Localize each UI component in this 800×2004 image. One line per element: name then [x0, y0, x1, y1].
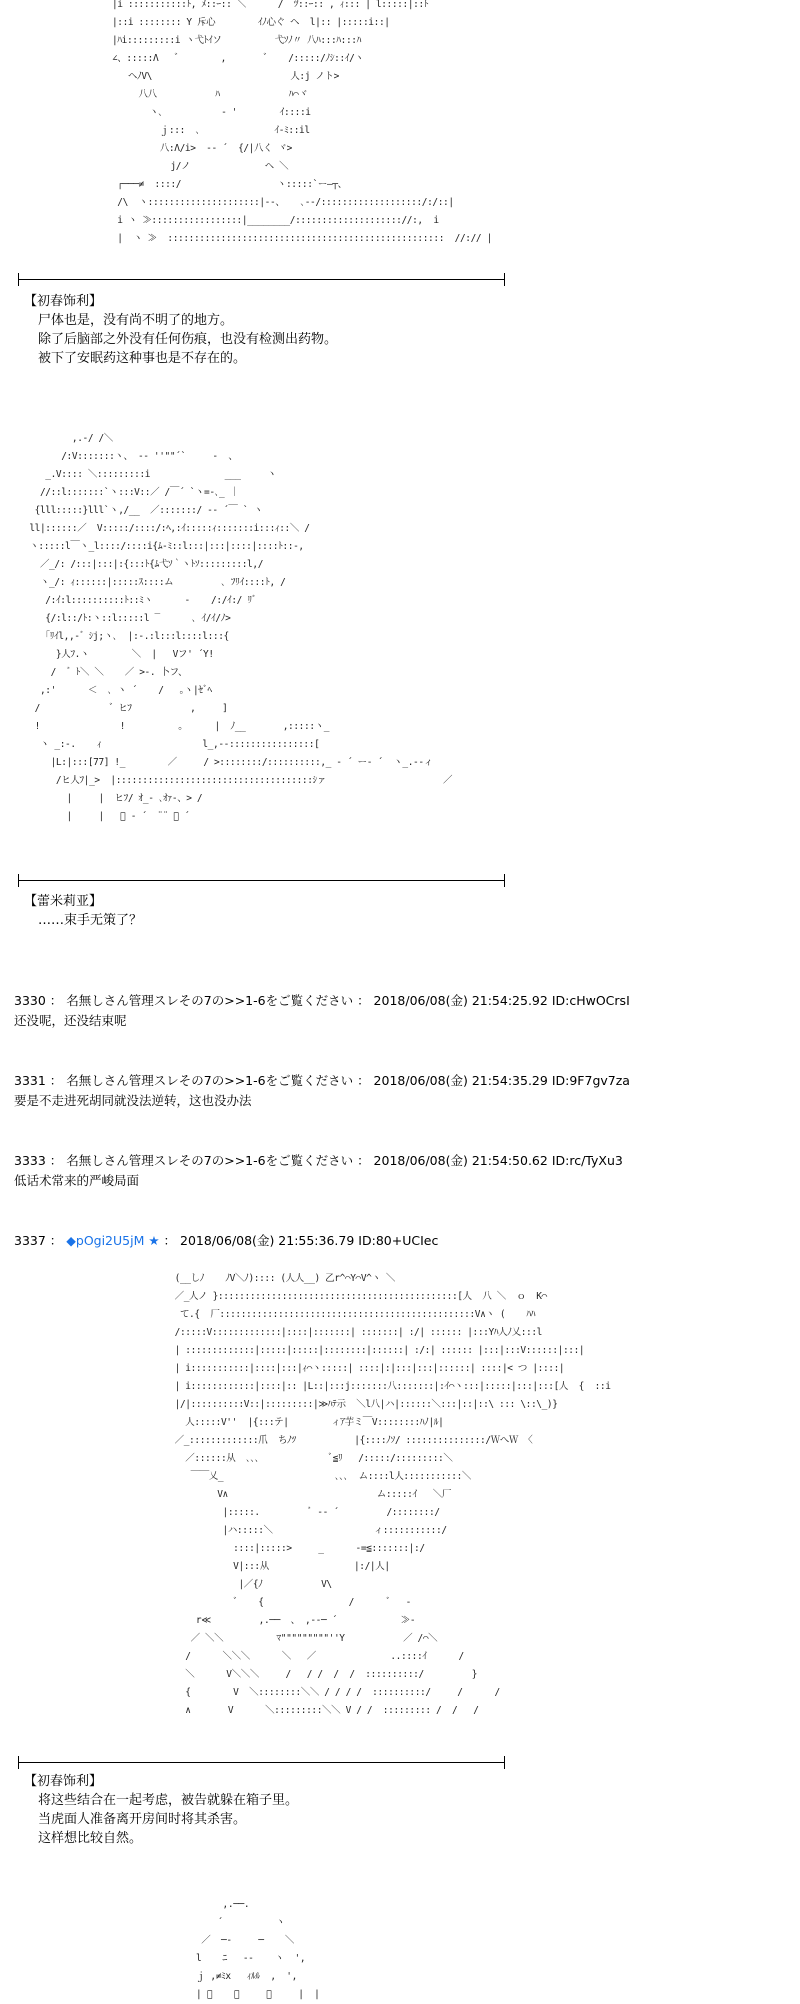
post-header: 3337 ： ◆pOgi2U5jM ★ ： 2018/06/08(金) 21:55:36.79 ID:80+UCIec: [14, 1233, 439, 1248]
dialogue-line: 将这些结合在一起考虑，被告就躲在箱子里。: [38, 1793, 299, 1808]
ascii-art-figure-3: (__しﾉ ﾉV＼ﾉ):::: (人人__) 乙r^⌒Y⌒V^ヽ ＼ ／_人ノ }:::::::::::::::::::::::::::::::::::::::::::::[人 八 ＼ ｏ K⌒ て.{ 厂::::::::::::::::::::::::::::::::::::::::::::::::V∧ヽ ( ﾊﾊ /:::::V:::::::::::::|::::|:::::::| :::::::| :/| :::::: |:::Yﾊ人ﾉ乂:::l | :::::::::::::|:::::|:::::|::::::::|::::::| :/:| :::::: |:::|:::V::::::|:::| | i:::::::::::|::::|:::|ｨ⌒ヽ:::::| ::::|:|:::|:::|::::::| ::::|< つ |::::| | i::::::::::::|::::|:: |L::|:::j:::::::八:::::::|:ｲ⌒ヽ:::|:::::|:::|:::[人 { ::i |/|::::::::::V::|:::::::::|≫ﾊﾃ示 ＼l八|ハ|::::::＼:::|::|::\ ::: \::\_)} 人:::::V'' |{:::テ| ィｱ芋ミ￣V::::::::ﾊﾉ|ﾙ| ／_:::::::::::::爪 ちﾉﾂ |{::::ﾉｿ/ :::::::::::::::/ＷへＷ 〈 ／::::::从 ､､､ ﾞ≦ﾘ /:::::/:::::::::＼ ￣￣乂_ ､､､ ム::::l人:::::::::::＼ V∧ ム:::::ｲ ＼厂 |:::::. ﾞ ‐‐ ´ /::::::::/ |ハ:::::＼ ィ:::::::::::/ ::::|:::::> _ -=≦:::::::|:/ V|:::从 |:/|人| |／{ﾉ V\ ゛ { / ゛ ‐ r≪ ,.── 、 ,‐‐─ ´ ≫‐ ／ ＼＼ ﾏ"""""""""''Y ／ /⌒＼ / ＼＼＼ ＼ ／ ..::::ｲ / ＼ V＼＼＼ / / / / / ::::::::::/ } { V ＼::::::::＼＼ / / / / ::::::::::/ / / ∧ V ＼:::::::::＼＼ V / / ::::::::: / / /: [174, 1273, 611, 1716]
divider: [18, 880, 505, 881]
speaker-name: 【蕾米莉亚】: [24, 894, 103, 909]
ascii-art-figure-2: ,.-/ /＼ /:V:::::::ヽ、 -‐ ''""´` ‐ 、 _.V:::: ＼:::::::::i ___ ヽ //::l:::::::`ヽ:::V::／ /￣´ `ヽ=-､_ ｜ {lll:::::}lll`ヽ,/__ ／:::::::/ ‐‐ ´￣ ` ヽ ll|::::::／ V:::::/::::/:ﾍ,:ｲ:::::ｨ:::::::i:::ｨ::＼ / ヽ:::::l￣ヽ_l::::/::::i{ﾑ-ﾐ::l:::|:::|::::|::::ﾄ::-, ／_/: /:::|:::|:{:::ﾄ{ﾑ弋ｿ｀ヽﾄｿ:::::::::l,/ ヽ_/: ｨ::::::|:::::ｽ::::ム ､ ﾌﾘｲ::::ﾄ, / /:ｲ:l::::::::::ﾄ::ﾐヽ ‐ /:/ｲ:/ ﾘ゛ {/:l::/ﾄ:ヽ::l:::::l ‾ ､ ｲ/ｲ/ﾉ> ｢ﾘｲl,,‐゛ｼj;ヽ､ |:‐.:l:::l::::l:::{ }人ﾌ.ヽ ＼ | Vフ' ´Y! / ゛ﾄ＼ ＼ ／ >‐. 卜フ、 ,:' ＜ ､ ヽ ´ / ｡ヽ|ｾﾞﾍ / ゛ヒﾌ , ] ! ! ｡ | ﾉ__ ,:::::ヽ_ ヽ _:-. ｨ l_,‐-::::::::::::::::[ |L:|:::[77] !_ ／ / >::::::::/::::::::::,_ ‐ ´ ー‐ ´ ヽ_.-‐ィ /ヒ人ﾌ|_> |:::::::::::::::::::::::::::::::::::::ｼァ ／ | | ヒﾌ/ ｵ_‐ ､ｵｧ-、> / | | ﾞ ‐ ´ ¨¨ ゛ ´: [29, 433, 453, 822]
post-author: 名無しさん管理スレその7の>>1-6をご覧ください: [66, 1073, 354, 1088]
post-header: 3333 ： 名無しさん管理スレその7の>>1-6をご覧ください ： 2018/06/08(金) 21:54:50.62 ID:rc/TyXu3: [14, 1153, 623, 1168]
post-body: 低话术常来的严峻局面: [14, 1173, 140, 1188]
post-3331: [14, 1071, 630, 1111]
post-3330: [14, 991, 630, 1031]
post-number[interactable]: 3330: [14, 993, 46, 1008]
post-header: 3331 ： 名無しさん管理スレその7の>>1-6をご覧ください ： 2018/06/08(金) 21:54:35.29 ID:9F7gv7za: [14, 1073, 630, 1088]
dialogue-line: 这样想比较自然。: [38, 1831, 143, 1846]
post-id[interactable]: ID:80+UCIec: [358, 1233, 439, 1248]
post-date: 2018/06/08(金) 21:54:50.62: [373, 1153, 548, 1168]
ascii-art-figure-1: |i :::::::::::ﾄ, ﾒ::ｰ:: ＼ / ﾂ::ｰ:: , ｨ::: | l:::::|::ﾄ |::i :::::::: Y 斥心 ｲﾉ心ぐ ヘ l|:: |:::::i::| |ﾊi:::::::::i ヽ弋ﾄｲソ 弋ｿﾉ〃 八ﾊ:::ﾊ:::ﾊ ∠、:::::Λ ゛ , ゛ /:::::/ﾉｼ::ｲ/ヽ ヘﾉV\ 人:j ノト> 八八 ﾊ ﾊ⌒ヾ ヽ､ ‐ ' ｲ::::i ｊ::: ､ ｲ-ﾐ::il 八:Λ/i> -‐ ´ {/|八く ヾ> j/ノ ヘ ＼ ┌───≠ ::::/ ヽ:::::`ー―┬、 /\ ヽ:::::::::::::::::::::|‐‐、 ､‐‐/:::::::::::::::::::/:/::| i ヽ ≫:::::::::::::::::|________/:::::::::::::::::::://:, i | ヽ ≫ :::::::::::::::::::::::::::::::::::::::::::::::::::: //:// |: [111, 0, 492, 244]
post-number[interactable]: 3333: [14, 1153, 46, 1168]
divider: [18, 1762, 505, 1763]
post-id[interactable]: ID:rc/TyXu3: [551, 1153, 623, 1168]
dialogue-block-1: [24, 292, 337, 368]
post-3333: [14, 1151, 623, 1191]
post-date: 2018/06/08(金) 21:55:36.79: [180, 1233, 355, 1248]
post-header: 3330 ： 名無しさん管理スレその7の>>1-6をご覧ください ： 2018/06/08(金) 21:54:25.92 ID:cHwOCrsI: [14, 993, 630, 1008]
post-number[interactable]: 3331: [14, 1073, 46, 1088]
post-author: 名無しさん管理スレその7の>>1-6をご覧ください: [66, 1153, 354, 1168]
dialogue-block-3: [24, 1772, 298, 1848]
post-author: 名無しさん管理スレその7の>>1-6をご覧ください: [66, 993, 354, 1008]
dialogue-line: 尸体也是，没有尚不明了的地方。: [38, 313, 234, 328]
post-3337: [14, 1231, 438, 1251]
dialogue-line: 除了后脑部之外没有任何伤痕，也没有检测出药物。: [38, 332, 338, 347]
speaker-name: 【初春饰利】: [24, 1774, 103, 1789]
post-date: 2018/06/08(金) 21:54:35.29: [373, 1073, 548, 1088]
post-id[interactable]: ID:9F7gv7za: [551, 1073, 630, 1088]
post-id[interactable]: ID:cHwOCrsI: [551, 993, 630, 1008]
post-date: 2018/06/08(金) 21:54:25.92: [373, 993, 548, 1008]
speaker-name: 【初春饰利】: [24, 294, 103, 309]
dialogue-block-2: [24, 892, 142, 930]
post-body: 要是不走进死胡同就没法逆转，这也没办法: [14, 1093, 252, 1108]
dialogue-line: ……束手无策了？: [38, 913, 143, 928]
divider: [18, 279, 505, 280]
ascii-art-figure-4: ,.──. ´ ヽ ／ ─‐ ─ ＼ l ﾆ ‐‐ ヽ ', ｊ ,≠ﾐx ｨﾙﾙ , ', | ﾞ ﾟ ﾟ | |: [195, 1899, 320, 2000]
dialogue-line: 被下了安眠药这种事也是不存在的。: [38, 351, 247, 366]
post-trip[interactable]: ◆pOgi2U5jM ★: [66, 1233, 160, 1248]
post-body: 还没呢，还没结束呢: [14, 1013, 127, 1028]
dialogue-line: 当虎面人准备离开房间时将其杀害。: [38, 1812, 247, 1827]
post-number[interactable]: 3337: [14, 1233, 46, 1248]
